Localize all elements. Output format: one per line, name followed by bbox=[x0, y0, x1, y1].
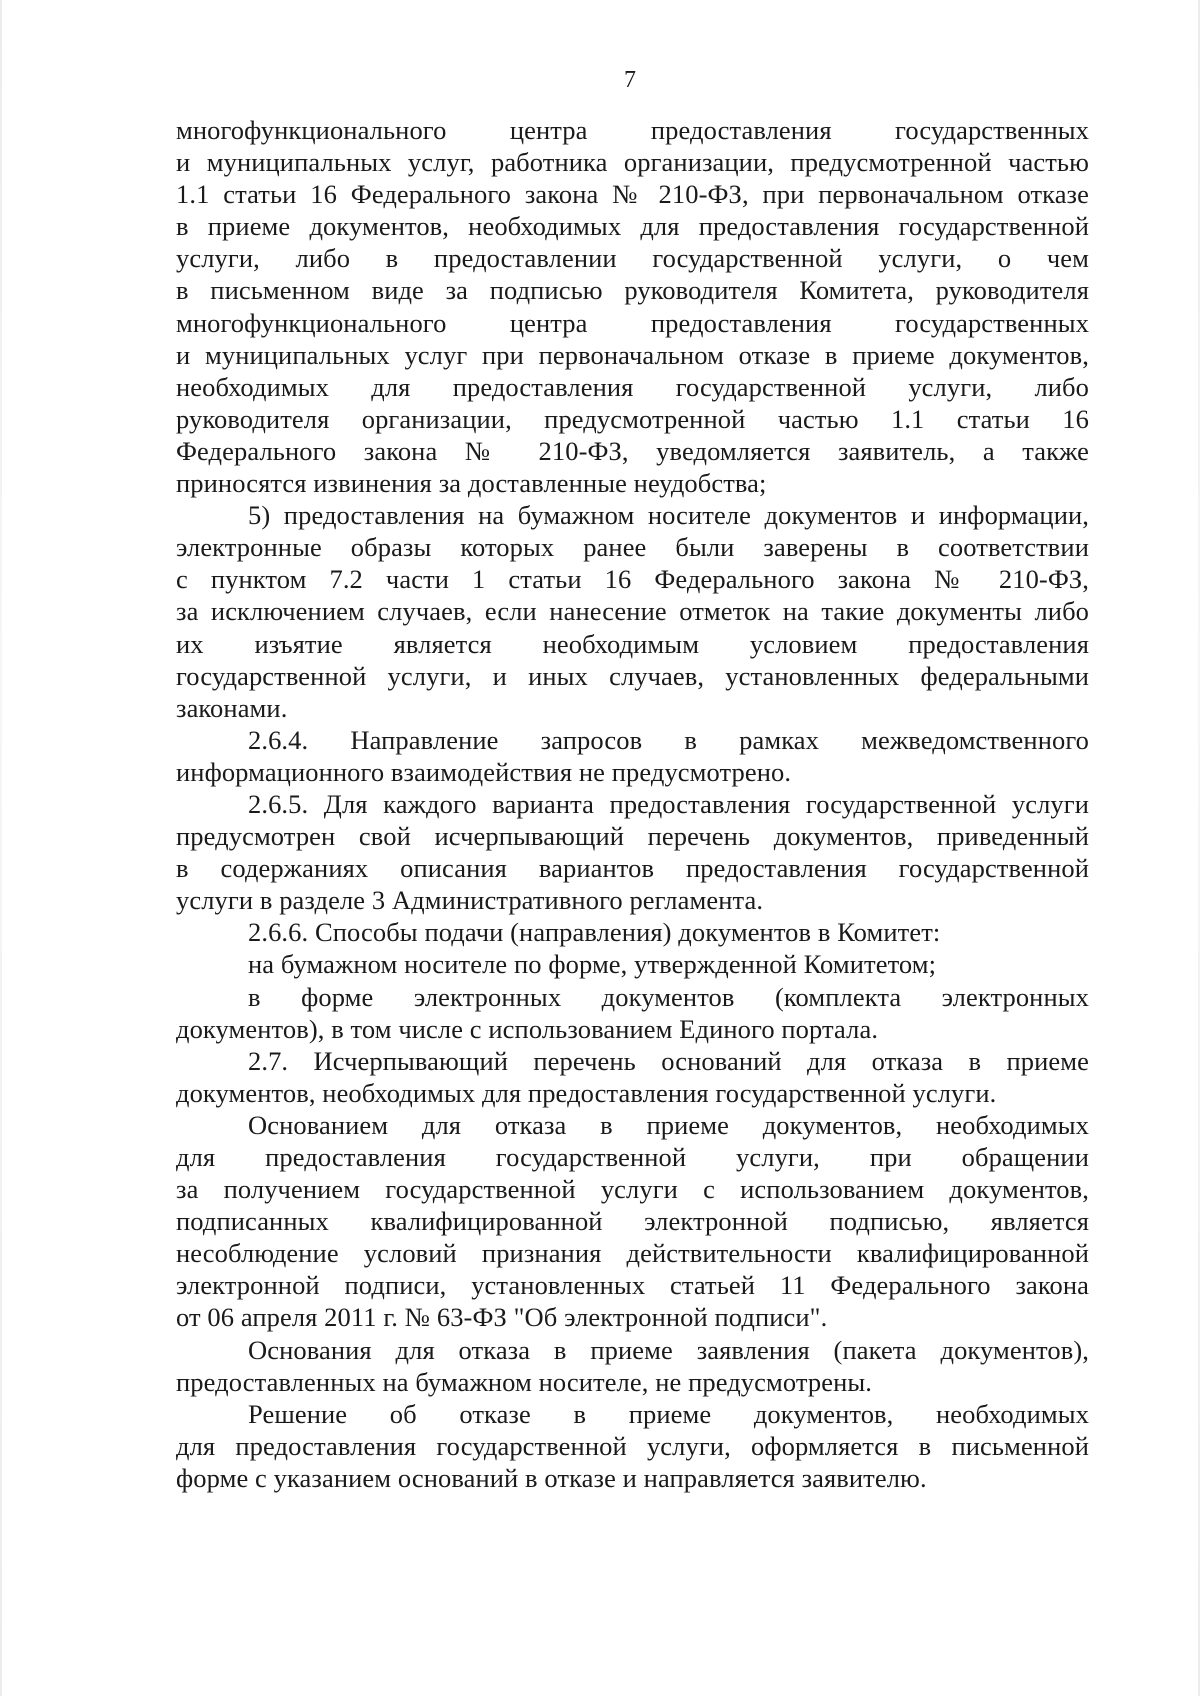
text-line: и муниципальных услуг при первоначальном отказе в приеме документов, bbox=[176, 339, 1089, 370]
text-line: Решение об отказе в приеме документов, необходимых bbox=[248, 1398, 1089, 1429]
text-line: законами. bbox=[176, 692, 288, 723]
text-line: 5) предоставления на бумажном носителе документов и информации, bbox=[248, 500, 1089, 531]
text-line: предоставленных на бумажном носителе, не предусмотрены. bbox=[176, 1366, 873, 1397]
text-line: информационного взаимодействия не предусмотрено. bbox=[176, 756, 792, 787]
text-line: электронные образы которых ранее были заверены в соответствии bbox=[176, 532, 1089, 563]
text-line: Основания для отказа в приеме заявления (пакета документов), bbox=[248, 1334, 1089, 1365]
text-line: 2.6.4. Направление запросов в рамках межведомственного bbox=[248, 724, 1089, 755]
text-line: для предоставления государственной услуги, при обращении bbox=[176, 1142, 1089, 1172]
text-line: 2.6.5. Для каждого варианта предоставления государственной услуги bbox=[248, 788, 1089, 819]
document-body bbox=[176, 114, 1089, 1494]
text-line: и муниципальных услуг, работника организации, предусмотренной частью bbox=[176, 147, 1089, 178]
text-line: услуги в разделе 3 Административного регламента. bbox=[176, 885, 764, 916]
text-line: в письменном виде за подписью руководителя Комитета, руководителя bbox=[176, 275, 1089, 306]
text-line: для предоставления государственной услуги, оформляется в письменной bbox=[176, 1430, 1089, 1461]
text-line: необходимых для предоставления государственной услуги, либо bbox=[176, 371, 1089, 402]
text-line: 2.6.6. Способы подачи (направления) документов в Комитет: bbox=[248, 917, 941, 948]
text-line: в форме электронных документов (комплекта электронных bbox=[248, 981, 1089, 1012]
text-line: многофункционального центра предоставления государственных bbox=[176, 307, 1089, 338]
text-line: в приеме документов, необходимых для предоставления государственной bbox=[176, 211, 1089, 242]
text-line: с пунктом 7.2 части 1 статьи 16 Федерального закона № 210-ФЗ, bbox=[176, 564, 1089, 595]
text-line: форме с указанием оснований в отказе и направляется заявителю. bbox=[176, 1462, 927, 1493]
text-line: приносятся извинения за доставленные неудобства; bbox=[176, 468, 767, 499]
text-line: от 06 апреля 2011 г. № 63-ФЗ "Об электронной подписи". bbox=[176, 1302, 828, 1333]
page-number: 7 bbox=[624, 67, 636, 93]
scan-edge-left bbox=[0, 0, 2, 1696]
text-line: за исключением случаев, если нанесение отметок на такие документы либо bbox=[176, 596, 1089, 627]
text-line: Федерального закона № 210-ФЗ, уведомляется заявитель, а также bbox=[176, 435, 1089, 466]
text-line: за получением государственной услуги с использованием документов, bbox=[176, 1174, 1089, 1205]
text-line: подписанных квалифицированной электронной подписью, является bbox=[176, 1206, 1089, 1237]
text-line: на бумажном носителе по форме, утвержденной Комитетом; bbox=[248, 949, 937, 980]
text-line: документов), в том числе с использованием Единого портала. bbox=[176, 1013, 879, 1044]
text-line: услуги, либо в предоставлении государственной услуги, о чем bbox=[176, 243, 1089, 274]
text-line: 2.7. Исчерпывающий перечень оснований для отказа в приеме bbox=[248, 1045, 1089, 1076]
text-line: государственной услуги, и иных случаев, установленных федеральными bbox=[176, 660, 1089, 691]
text-line: в содержаниях описания вариантов предоставления государственной bbox=[176, 853, 1089, 884]
text-line: предусмотрен свой исчерпывающий перечень документов, приведенный bbox=[176, 821, 1089, 852]
text-line: документов, необходимых для предоставления государственной услуги. bbox=[176, 1077, 997, 1108]
text-line: 1.1 статьи 16 Федерального закона № 210-ФЗ, при первоначальном отказе bbox=[176, 179, 1089, 210]
text-line: Основанием для отказа в приеме документов, необходимых bbox=[248, 1109, 1089, 1140]
text-line: многофункционального центра предоставления государственных bbox=[176, 115, 1089, 145]
text-line: руководителя организации, предусмотренной частью 1.1 статьи 16 bbox=[176, 403, 1089, 434]
text-line: их изъятие является необходимым условием предоставления bbox=[176, 628, 1089, 659]
text-line: несоблюдение условий признания действительности квалифицированной bbox=[176, 1238, 1089, 1269]
text-line: электронной подписи, установленных статьей 11 Федерального закона bbox=[176, 1270, 1089, 1301]
